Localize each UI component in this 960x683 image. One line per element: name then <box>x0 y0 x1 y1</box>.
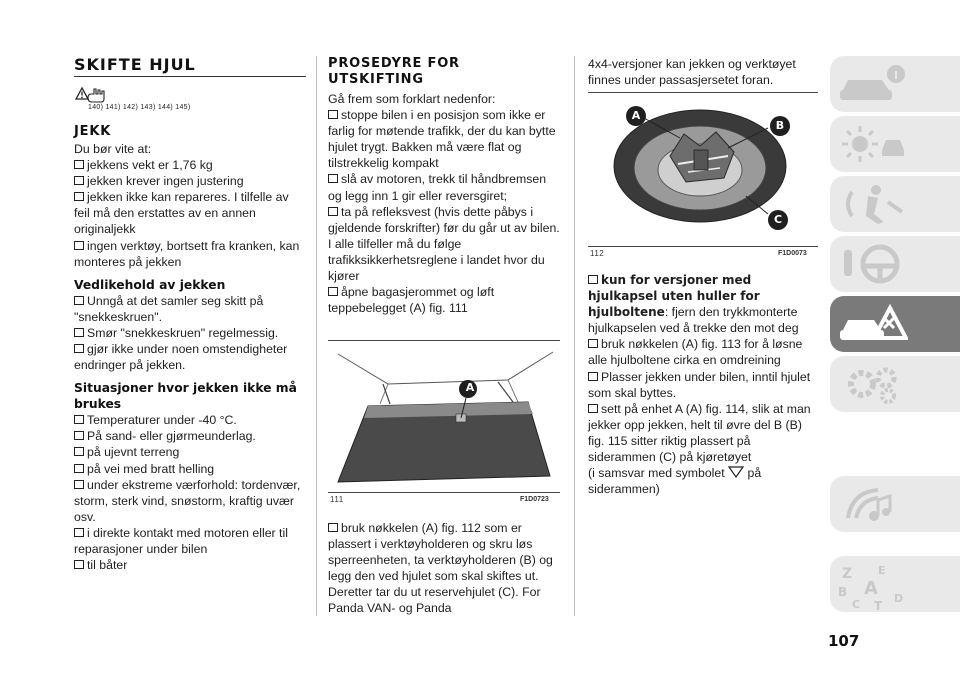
side-tab-car-info[interactable] <box>830 56 960 112</box>
page-title: SKIFTE HJUL <box>74 55 196 74</box>
svg-text:T: T <box>874 599 883 612</box>
breakdown-warning-icon <box>838 302 908 346</box>
list-item: på ujevnt terreng <box>74 444 306 460</box>
left-column <box>74 124 306 573</box>
figure-number: 112 <box>590 249 605 258</box>
car-info-icon <box>838 62 908 106</box>
section-heading-jekk: JEKK <box>74 124 112 139</box>
dashboard-lights-icon <box>838 122 908 166</box>
list-item: jekken krever ingen justering <box>74 173 306 189</box>
symbol-prefix: (i samsvar med symbolet <box>588 466 725 481</box>
list-item: Temperaturer under -40 °C. <box>74 412 306 428</box>
list-item: under ekstreme værforhold: tordenvær, storm, sterk vind, snøstorm, kraftig uvær osv. <box>74 477 306 525</box>
figure-bottom-rule <box>328 492 560 493</box>
symbol-line <box>588 465 818 497</box>
list-item: slå av motoren, trekk til håndbremsen og legg inn 1 gir eller reversgiret; <box>328 171 560 203</box>
list-item: jekken ikke kan repareres. I tilfelle av feil må den erstattes av en annen originaljekk <box>74 189 306 237</box>
svg-text:B: B <box>838 585 848 599</box>
list-item: jekkens vekt er 1,76 kg <box>74 157 306 173</box>
list-item: gjør ikke under noen omstendigheter endringer på jekken. <box>74 341 306 373</box>
figure-number: 111 <box>330 495 344 504</box>
figure-label-b: B <box>775 119 785 132</box>
list-item: På sand- eller gjørmeunderlag. <box>74 428 306 444</box>
svg-text:A: A <box>864 578 878 599</box>
warning-references <box>74 82 306 114</box>
warning-ref-numbers: 140) 141) 142) 143) 144) 145) <box>88 104 191 111</box>
list-item: Plasser jekken under bilen, inntil hjulet som skal byttes. <box>588 369 818 401</box>
warning-hand-icon <box>74 82 114 104</box>
svg-text:Z: Z <box>842 566 853 582</box>
maintenance-gears-icon <box>838 362 908 406</box>
figure-code: F1D0073 <box>778 250 807 257</box>
hubcap-text: : fjern den trykkmonterte hjulkapselen ved å trekke den mot deg <box>588 305 799 336</box>
column-divider <box>574 56 575 616</box>
section-heading-procedure: PROSEDYRE FOR UTSKIFTING <box>328 56 460 87</box>
svg-text:E: E <box>878 564 886 577</box>
list-item: stoppe bilen i en posisjon som ikke er farlig for møtende trafikk, der du kan bytte hjulet trygt. Bakken må være flat og tilstrekkelig kompakt <box>328 107 560 171</box>
section-heading-situations: Situasjoner hvor jekken ikke må brukes <box>74 381 297 412</box>
list-item: åpne bagasjerommet og løft teppebelegget (A) fig. 111 <box>328 284 560 316</box>
hubcap-bold-text: kun for versjoner med hjulkapsel uten huller for hjulboltene <box>588 273 760 320</box>
list-item: sett på enhet A (A) fig. 114, slik at man jekker opp jekken, helt til øvre del B (B) fig. 115 sitter riktig plassert på siderammen (C) på kjøretøyet <box>588 401 818 465</box>
list-item: i direkte kontakt med motoren eller til reparasjoner under bilen <box>74 525 306 557</box>
symbol-suffix: på siderammen) <box>588 466 762 497</box>
list-item: bruk nøkkelen (A) fig. 112 som er plassert i verktøyholderen og skru løs sperreenheten, ta verktøyholderen (B) og legg den ved hjulet som skal skiftes ut. Deretter tar du ut reservehjulet (C). For Panda VAN- og Panda <box>328 520 560 617</box>
figure-label-a: A <box>631 109 641 122</box>
multimedia-icon <box>838 482 908 526</box>
svg-text:D: D <box>894 592 904 605</box>
intro-text: Du bør vite at: <box>74 142 152 156</box>
column-divider <box>316 56 317 616</box>
list-item <box>588 272 818 336</box>
jack-point-triangle-icon <box>728 466 744 478</box>
list-item: på vei med bratt helling <box>74 461 306 477</box>
right-column <box>588 56 818 88</box>
middle-continuation <box>328 520 560 617</box>
side-tab-safety[interactable] <box>830 176 960 232</box>
list-item: til båter <box>74 557 306 573</box>
list-item: Smør "snekkeskruen" regelmessig. <box>74 325 306 341</box>
alphabetical-index-icon <box>838 562 908 612</box>
right-continuation <box>588 272 818 497</box>
intro-text: Gå frem som forklart nedenfor: <box>328 92 496 106</box>
title-rule <box>74 76 306 77</box>
list-item: ingen verktøy, bortsett fra kranken, kan monteres på jekken <box>74 238 306 270</box>
list-item: Unngå at det samler seg skitt på "snekkeskruen". <box>74 293 306 325</box>
figure-label-a: A <box>465 381 475 394</box>
svg-text:C: C <box>852 598 861 611</box>
side-tab-maintenance[interactable] <box>830 356 960 412</box>
page-number: 107 <box>828 632 860 650</box>
side-tab-index[interactable] <box>830 556 960 612</box>
airbag-seat-icon <box>838 182 908 226</box>
figure-top-rule <box>588 92 818 93</box>
trunk-carpet-figure <box>328 344 560 490</box>
middle-column <box>328 56 560 316</box>
figure-code: F1D0723 <box>520 496 549 503</box>
figure-label-c: C <box>773 213 783 226</box>
continuation-text: 4x4-versjoner kan jekken og verktøyet finnes under passasjersetet foran. <box>588 57 796 88</box>
side-tab-multimedia[interactable] <box>830 476 960 532</box>
figure-bottom-rule <box>588 246 818 247</box>
steering-wheel-icon <box>838 242 908 286</box>
figure-top-rule <box>328 340 560 341</box>
section-heading-maintenance: Vedlikehold av jekken <box>74 277 226 292</box>
side-tab-emergency[interactable] <box>830 296 960 352</box>
list-item: bruk nøkkelen (A) fig. 113 for å løsne alle hjulboltene cirka en omdreining <box>588 336 818 368</box>
side-tab-driving[interactable] <box>830 236 960 292</box>
side-tab-dashboard[interactable] <box>830 116 960 172</box>
list-item: ta på refleksvest (hvis dette påbys i gjeldende forskrifter) før du går ut av bilen. I alle tilfeller må du følge trafikksikkerhetsreglene i landet hvor du kjører <box>328 204 560 284</box>
